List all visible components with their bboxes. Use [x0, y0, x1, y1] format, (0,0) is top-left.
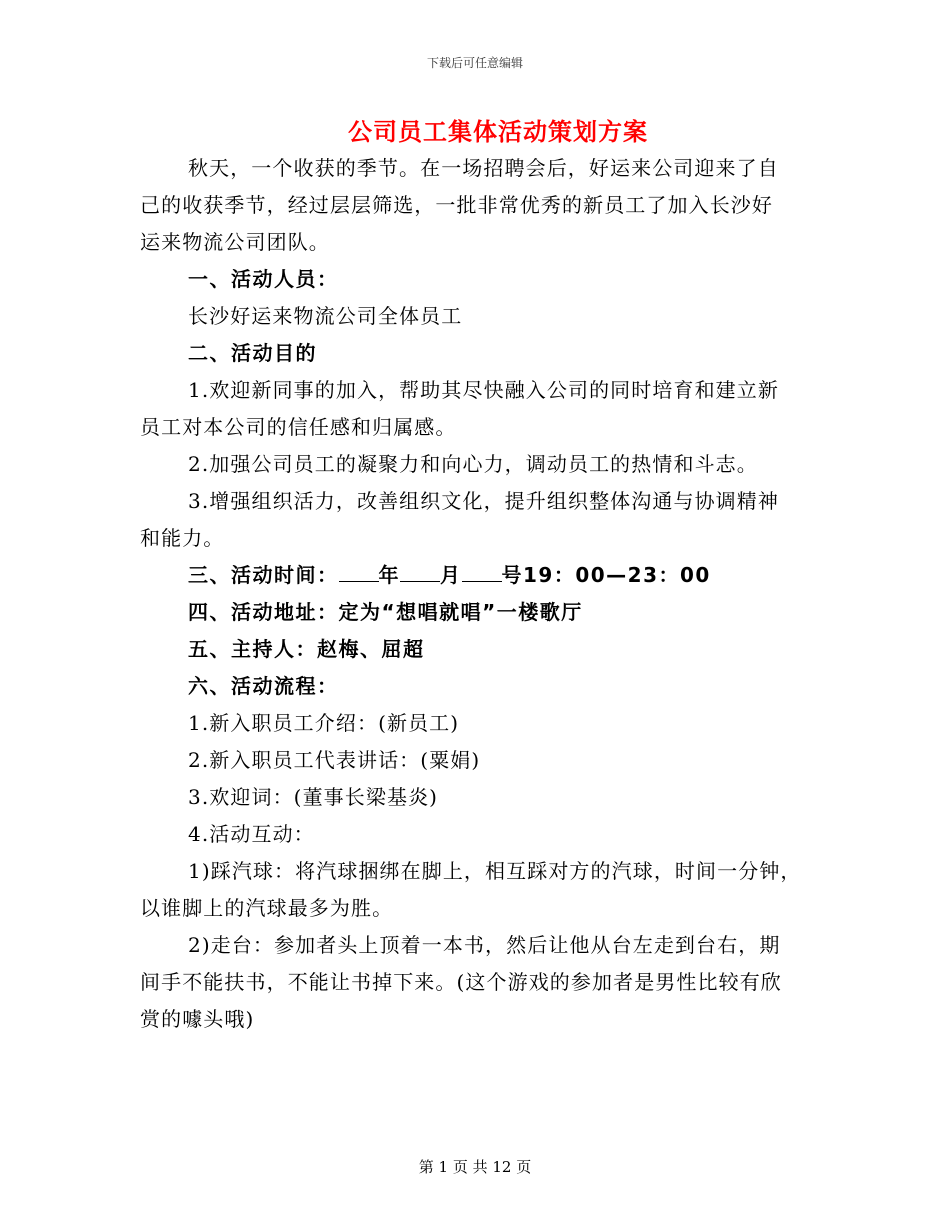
header-note: 下载后可任意编辑: [426, 56, 523, 70]
section-1-heading: 一、活动人员：: [188, 267, 339, 291]
section-4-venue: 四、活动地址：定为“想唱就唱”一楼歌厅: [188, 600, 583, 624]
year-blank: [339, 563, 379, 582]
flow-item-1: 1.新入职员工介绍：(新员工): [188, 711, 460, 735]
intro-line-1: 秋天，一个收获的季节。在一场招聘会后，好运来公司迎来了自: [188, 156, 779, 180]
game-2-line-2: 间手不能扶书，不能让书掉下来。(这个游戏的参加者是男性比较有欣: [140, 970, 782, 994]
flow-item-4: 4.活动互动：: [188, 822, 315, 846]
goal-3-line-2: 和能力。: [140, 526, 225, 550]
time-range: 19：00—23：00: [523, 563, 711, 587]
game-2-line-1: 2)走台：参加者头上顶着一本书，然后让他从台左走到台右，期: [188, 933, 781, 957]
game-1-line-2: 以谁脚上的汽球最多为胜。: [140, 896, 394, 920]
goal-1-line-1: 1.欢迎新同事的加入，帮助其尽快融入公司的同时培育和建立新: [188, 378, 779, 402]
document-title: 公司员工集体活动策划方案: [348, 118, 648, 146]
game-1-line-1: 1)踩汽球：将汽球捆绑在脚上，相互踩对方的汽球，时间一分钟，: [188, 859, 802, 883]
goal-1-line-2: 员工对本公司的信任感和归属感。: [140, 415, 457, 439]
document-body: [140, 150, 812, 1038]
section-1-body: 长沙好运来物流公司全体员工: [188, 304, 463, 328]
page-footer: 第 1 页 共 12 页: [418, 1158, 532, 1176]
section-3-prefix: 三、活动时间：: [188, 563, 339, 587]
section-5-host: 五、主持人：赵梅、屈超: [188, 637, 425, 661]
day-blank: [462, 563, 502, 582]
day-label: 号: [501, 563, 523, 587]
intro-line-3: 运来物流公司团队。: [140, 230, 330, 254]
flow-item-3: 3.欢迎词：(董事长梁基炎): [188, 785, 439, 809]
goal-3-line-1: 3.增强组织活力，改善组织文化，提升组织整体沟通与协调精神: [188, 489, 779, 513]
section-3-time: [140, 557, 812, 594]
section-2-heading: 二、活动目的: [188, 341, 317, 365]
section-6-heading: 六、活动流程：: [188, 674, 339, 698]
game-2-line-3: 赏的噱头哦): [140, 1007, 255, 1031]
goal-2: 2.加强公司员工的凝聚力和向心力，调动员工的热情和斗志。: [188, 452, 758, 476]
month-label: 月: [440, 563, 462, 587]
flow-item-2: 2.新入职员工代表讲话：(粟娟): [188, 748, 481, 772]
intro-line-2: 己的收获季节，经过层层筛选，一批非常优秀的新员工了加入长沙好: [140, 193, 773, 217]
year-label: 年: [378, 563, 400, 587]
month-blank: [400, 563, 440, 582]
